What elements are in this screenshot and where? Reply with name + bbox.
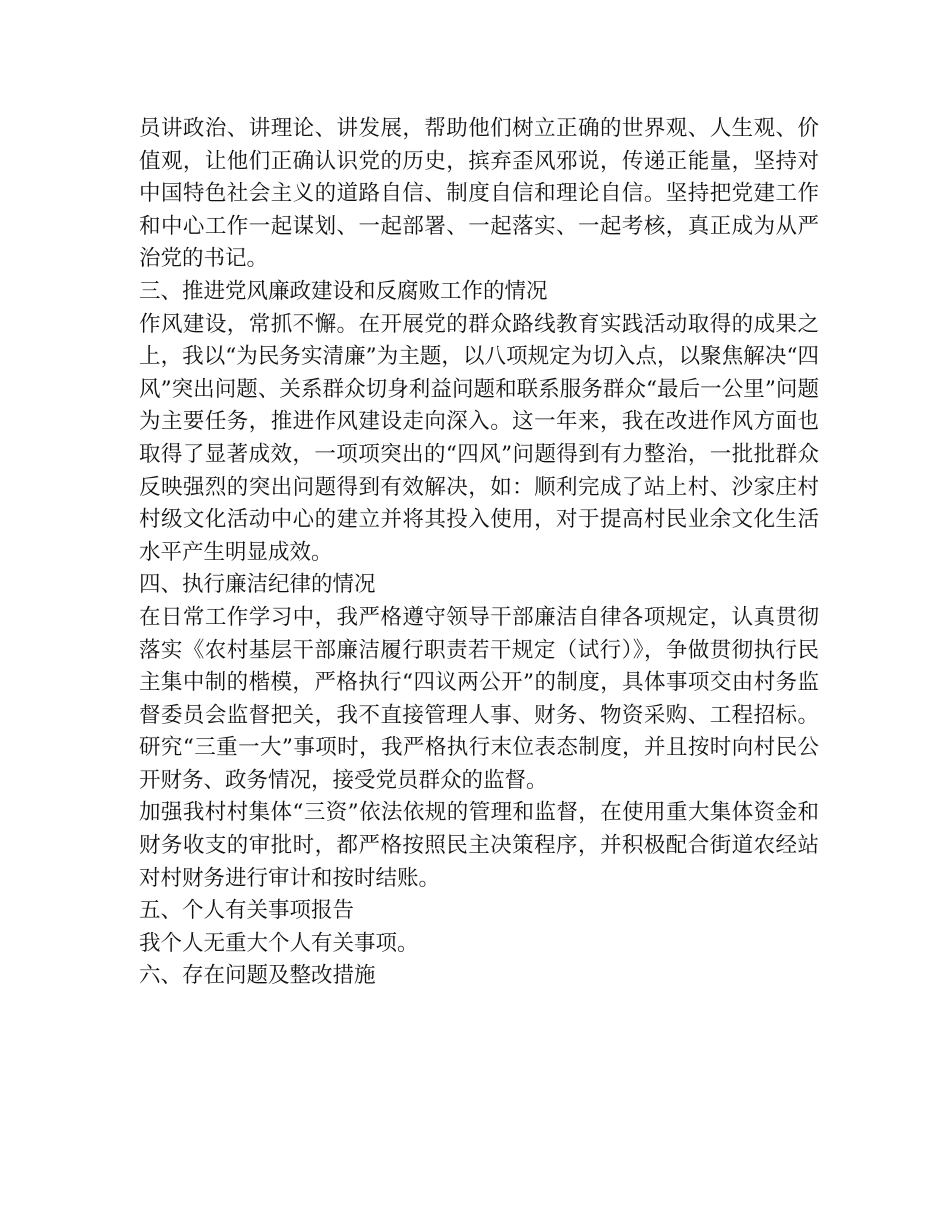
document-body (139, 113, 819, 993)
paragraph-integrity-rules: 在日常工作学习中，我严格遵守领导干部廉洁自律各项规定，认真贯彻落实《农村基层干部廉洁履行职责若干规定（试行）》，争做贯彻执行民主集中制的楷模，严格执行“四议两公开”的制度，具体事项交由村务监督委员会监督把关，我不直接管理人事、财务、物资采购、工程招标。研究“三重一大”事项时，我严格执行末位表态制度，并且按时向村民公开财务、政务情况，接受党员群众的监督。 (139, 604, 819, 793)
section-heading-6: 六、存在问题及整改措施 (139, 963, 376, 989)
paragraph-work-style: 作风建设，常抓不懈。在开展党的群众路线教育实践活动取得的成果之上，我以“为民务实清廉”为主题，以八项规定为切入点，以聚焦解决“四风”突出问题、关系群众切身利益问题和联系服务群众“最后一公里”问题为主要任务，推进作风建设走向深入。这一年来，我在改进作风方面也取得了显著成效，一项项突出的“四风”问题得到有力整治，一批批群众反映强烈的突出问题得到有效解决，如：顺利完成了站上村、沙家庄村村级文化活动中心的建立并将其投入使用，对于提高村民业余文化生活水平产生明显成效。 (139, 311, 819, 565)
paragraph-personal-matters: 我个人无重大个人有关事项。 (139, 930, 419, 956)
section-heading-3: 三、推进党风廉政建设和反腐败工作的情况 (139, 278, 548, 304)
paragraph-collective-assets: 加强我村村集体“三资”依法依规的管理和监督，在使用重大集体资金和财务收支的审批时，都严格按照民主决策程序，并积极配合街道农经站对村财务进行审计和按时结账。 (139, 800, 819, 891)
section-heading-4: 四、执行廉洁纪律的情况 (139, 572, 376, 598)
paragraph-party-building: 员讲政治、讲理论、讲发展，帮助他们树立正确的世界观、人生观、价值观，让他们正确认识党的历史，摈弃歪风邪说，传递正能量，坚持对中国特色社会主义的道路自信、制度自信和理论自信。坚持把党建工作和中心工作一起谋划、一起部署、一起落实、一起考核，真正成为从严治党的书记。 (139, 116, 819, 272)
section-heading-5: 五、个人有关事项报告 (139, 898, 355, 924)
